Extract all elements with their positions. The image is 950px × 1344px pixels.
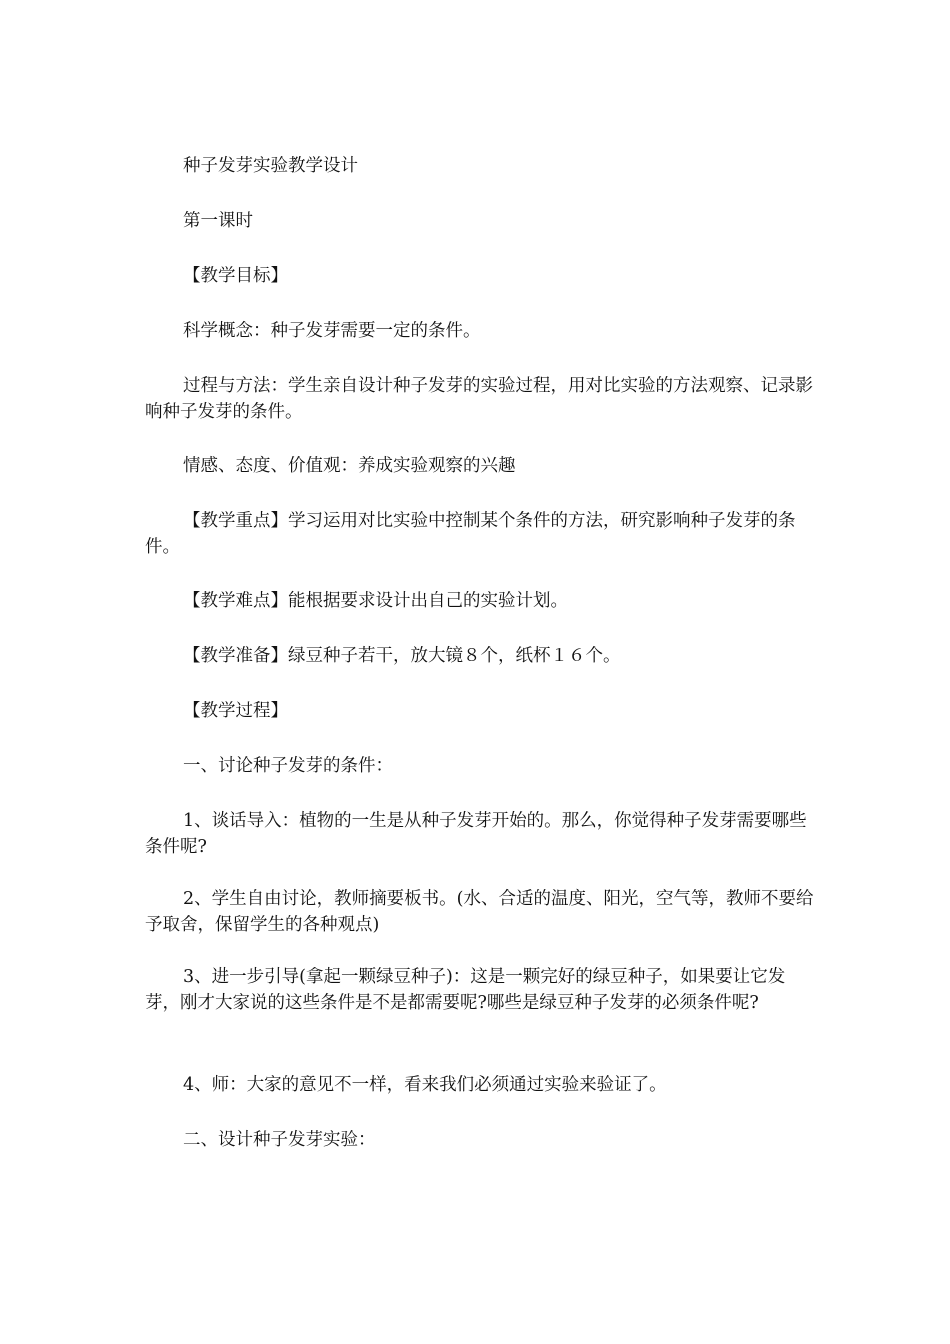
document-title: 种子发芽实验教学设计	[183, 156, 358, 176]
step-1: 1、谈话导入：植物的一生是从种子发芽开始的。那么，你觉得种子发芽需要哪些条件呢?	[145, 811, 807, 857]
key-point: 【教学重点】学习运用对比实验中控制某个条件的方法，研究影响种子发芽的条件。	[145, 511, 796, 557]
step-4: 4、师：大家的意见不一样，看来我们必须通过实验来验证了。	[183, 1075, 667, 1095]
science-concept: 科学概念：种子发芽需要一定的条件。	[183, 321, 481, 341]
preparation: 【教学准备】绿豆种子若干，放大镜８个，纸杯１６个。	[183, 646, 621, 666]
lesson-label: 第一课时	[183, 211, 253, 231]
process-heading: 【教学过程】	[183, 701, 288, 721]
step-2: 2、学生自由讨论，教师摘要板书。(水、合适的温度、阳光，空气等，教师不要给予取舍，保留学生的各种观点)	[145, 889, 814, 935]
section-two-heading: 二、设计种子发芽实验：	[183, 1130, 376, 1150]
objectives-heading: 【教学目标】	[183, 266, 288, 286]
process-method: 过程与方法：学生亲自设计种子发芽的实验过程，用对比实验的方法观察、记录影响种子发芽的条件。	[145, 376, 813, 422]
difficulty: 【教学难点】能根据要求设计出自己的实验计划。	[183, 591, 568, 611]
emotion-attitude: 情感、态度、价值观：养成实验观察的兴趣	[183, 456, 516, 476]
section-one-heading: 一、讨论种子发芽的条件：	[183, 756, 393, 776]
step-3: 3、进一步引导(拿起一颗绿豆种子)：这是一颗完好的绿豆种子，如果要让它发芽，刚才大家说的这些条件是不是都需要呢?哪些是绿豆种子发芽的必须条件呢?	[145, 967, 786, 1013]
